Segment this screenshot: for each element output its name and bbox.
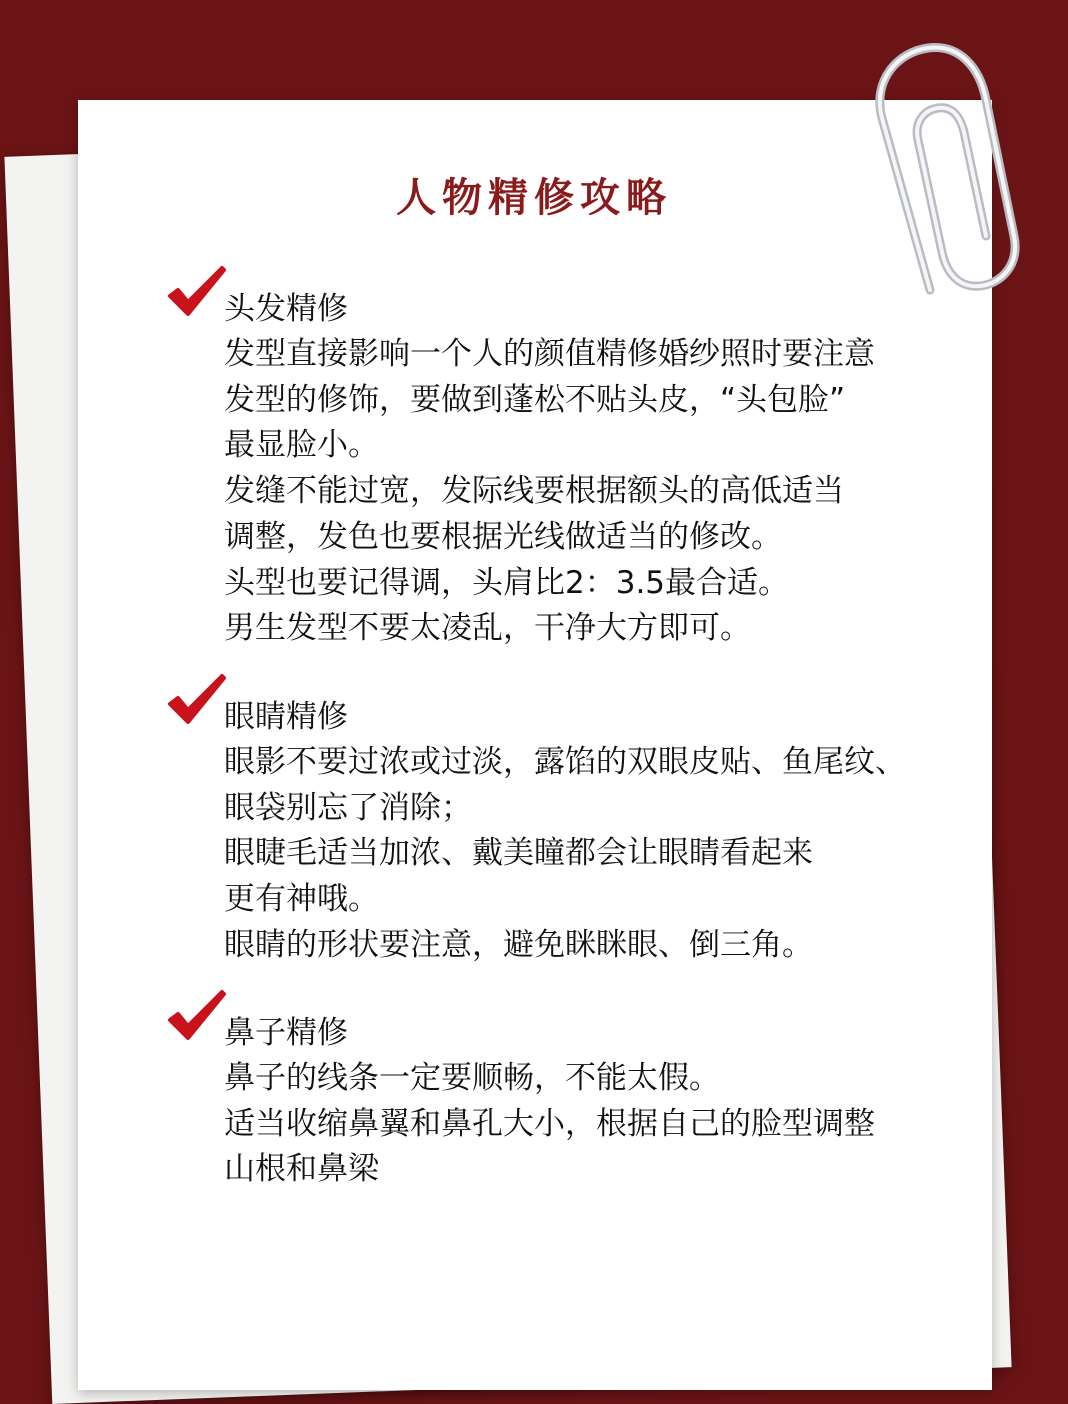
body-line: 眼睛的形状要注意，避免眯眯眼、倒三角。	[224, 926, 813, 963]
page-title: 人物精修攻略	[396, 174, 672, 221]
section-body	[224, 740, 906, 969]
body-line: 更有神哦。	[224, 881, 379, 918]
body-line: 鼻子的线条一定要顺畅，不能太假。	[224, 1060, 720, 1096]
body-line: 头型也要记得调，头肩比2：3.5最合适。	[224, 564, 790, 601]
section-heading: 眼睛精修	[224, 699, 348, 735]
body-line: 调整，发色也要根据光线做适当的修改。	[224, 518, 782, 555]
body-line: 眼袋别忘了消除；	[224, 789, 472, 826]
body-line: 发缝不能过宽，发际线要根据额头的高低适当	[224, 473, 844, 510]
body-line: 发型直接影响一个人的颜值精修婚纱照时要注意	[224, 336, 875, 372]
section-heading: 头发精修	[224, 291, 348, 327]
section-body	[224, 1056, 875, 1193]
body-line: 山根和鼻梁	[224, 1151, 379, 1188]
body-line: 男生发型不要太凌乱，干净大方即可。	[224, 610, 751, 647]
body-line: 眼影不要过浓或过淡，露馅的双眼皮贴、鱼尾纹、	[224, 744, 906, 780]
body-line: 最显脸小。	[224, 427, 379, 464]
checkmark-icon	[166, 264, 228, 326]
body-line: 适当收缩鼻翼和鼻孔大小，根据自己的脸型调整	[224, 1105, 875, 1142]
checkmark-icon	[166, 672, 228, 734]
checkmark-icon	[166, 988, 228, 1050]
section-heading: 鼻子精修	[224, 1015, 348, 1051]
body-line: 眼睫毛适当加浓、戴美瞳都会让眼睛看起来	[224, 835, 813, 872]
section-body	[224, 332, 875, 652]
body-line: 发型的修饰，要做到蓬松不贴头皮，“头包脸”	[224, 381, 846, 418]
